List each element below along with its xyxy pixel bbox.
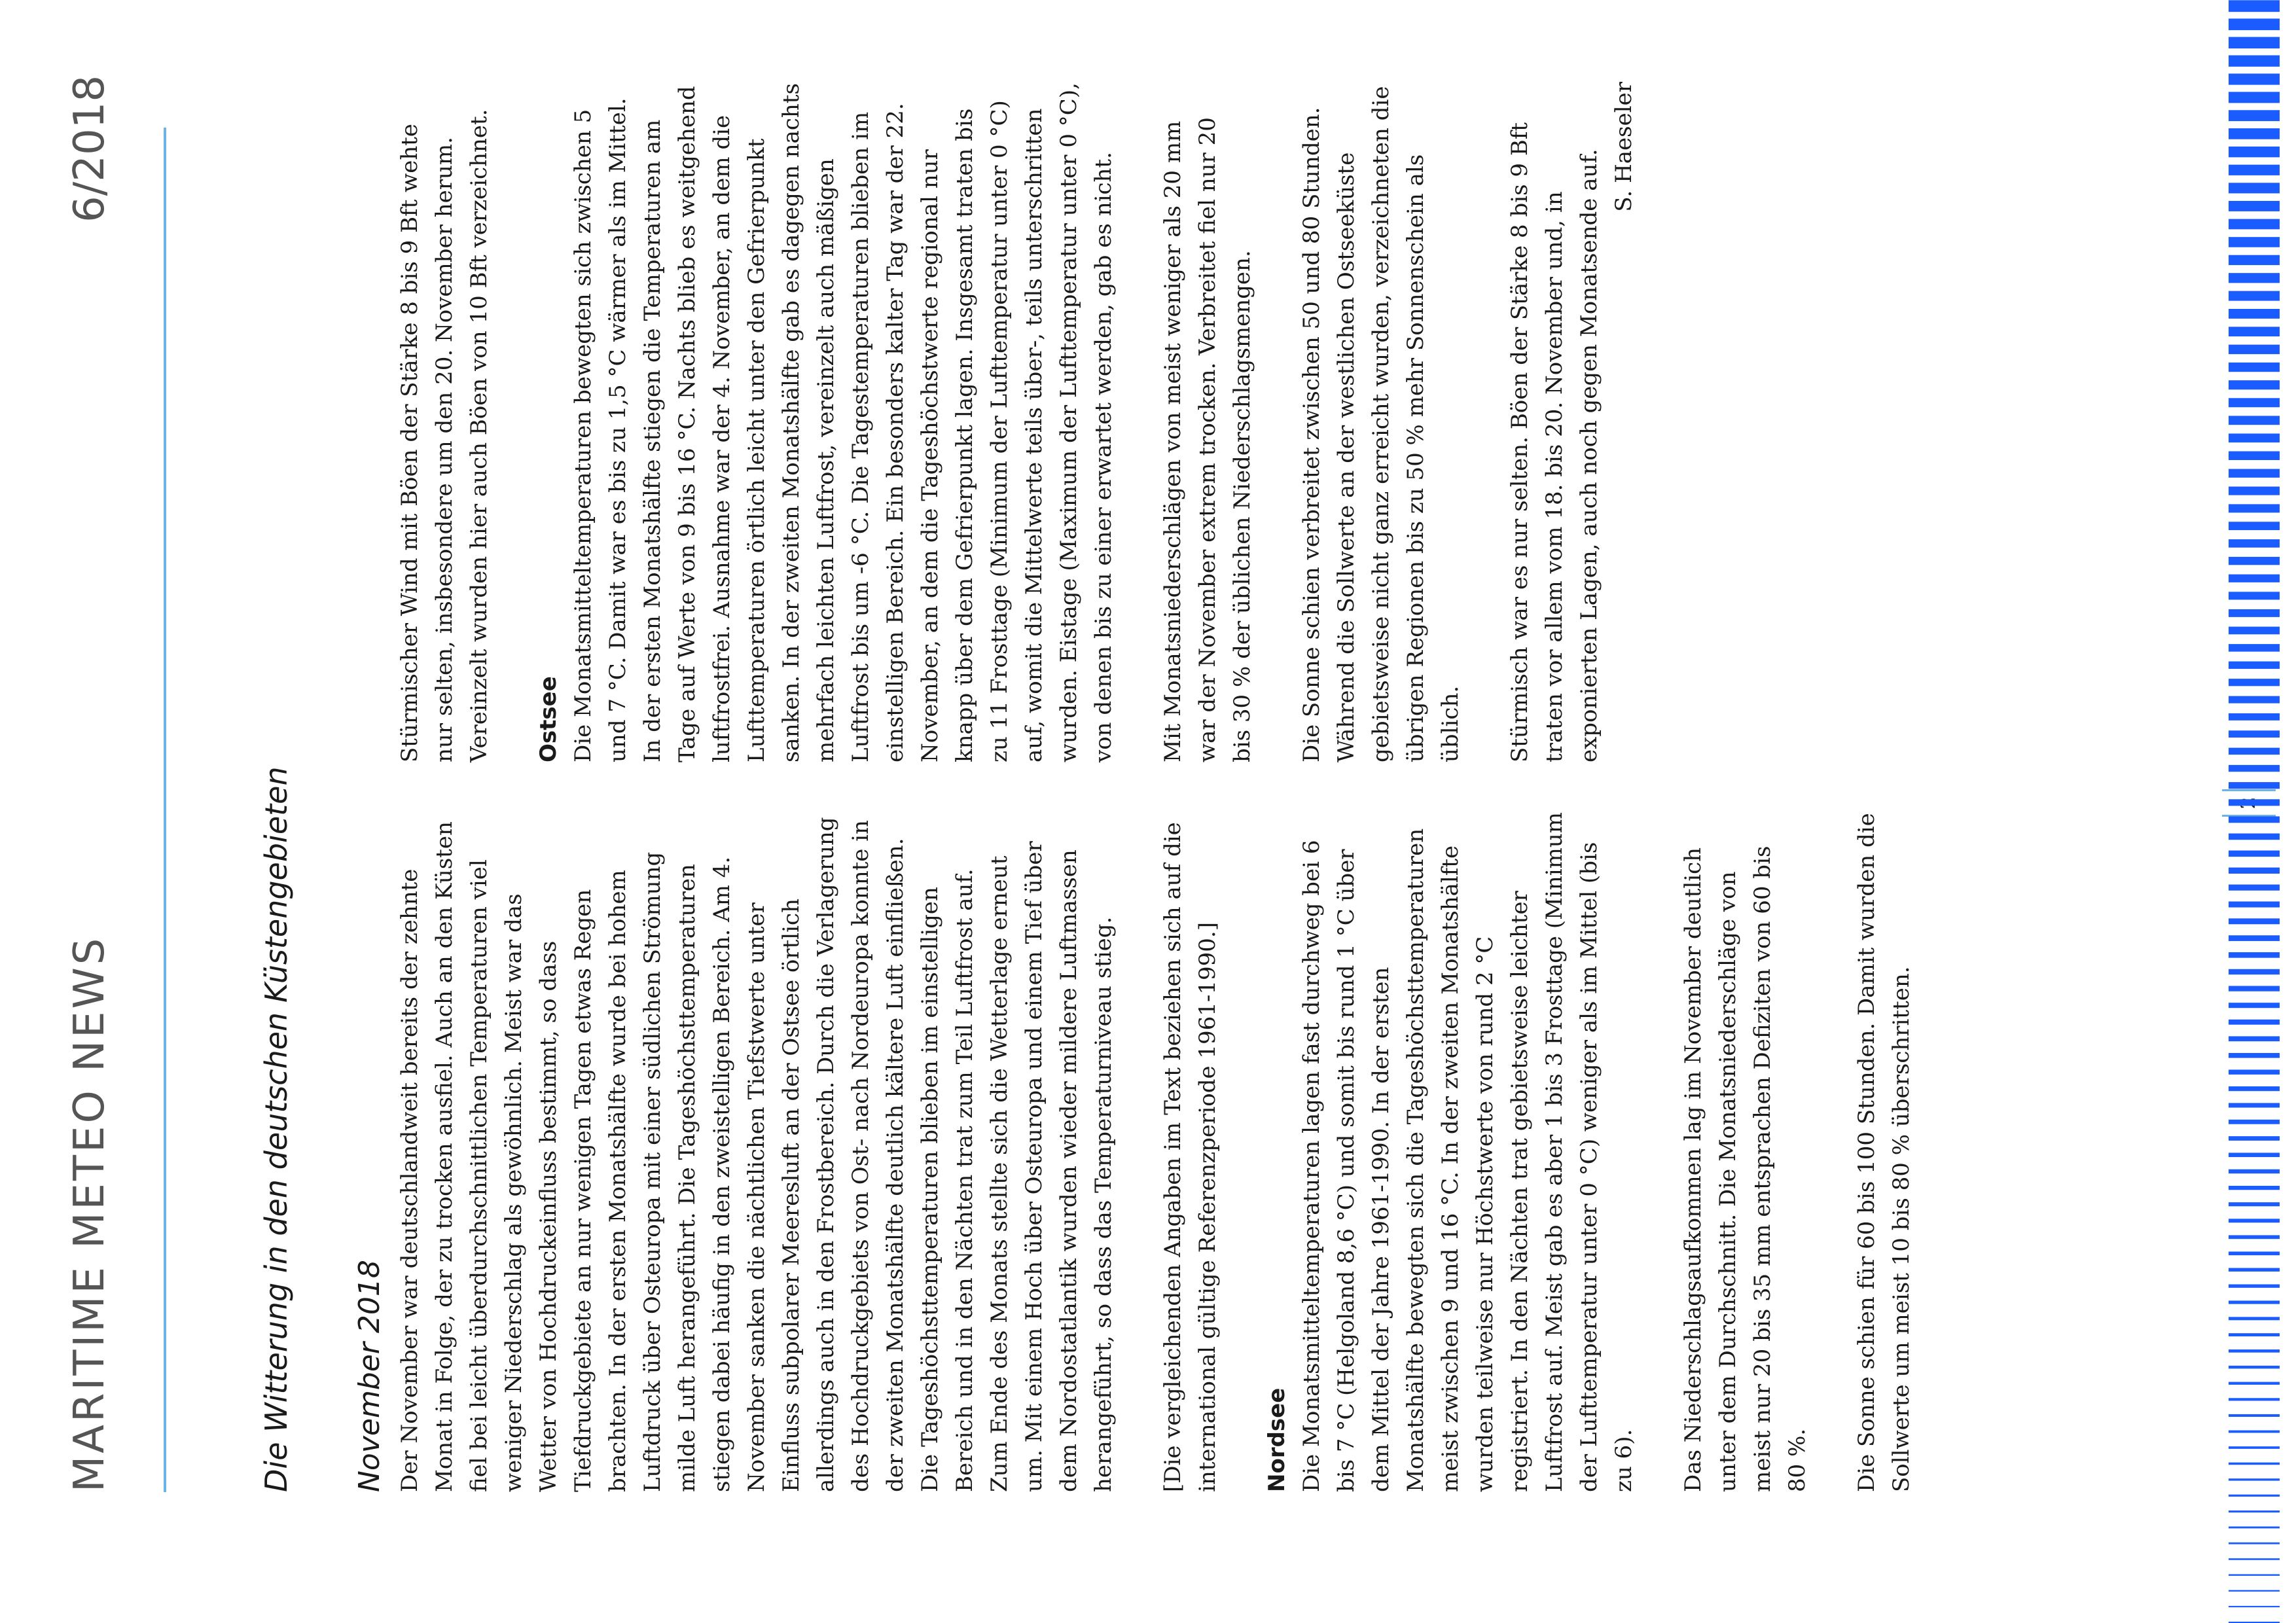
stripe — [2229, 557, 2280, 565]
stripe — [2229, 713, 2280, 721]
stripe — [2229, 380, 2280, 389]
stripe — [2229, 851, 2280, 857]
nordsee-precipitation-paragraph: Das Niederschlagsaufkommen lag im November deutlich unter dem Durchschnitt. Die Monatsniederschläge von meist nur 20 bis 35 mm entsprachen Defiziten von 60 bis 80 %. — [1680, 846, 1810, 1492]
stripe — [2229, 592, 2280, 599]
intro-paragraph: Der November war deutschlandweit bereits der zehnte Monat in Folge, der zu trocken ausfiel. Auch an den Küsten fiel bei leicht überdurchschnittlichen Temperaturen viel weniger Niederschlag als gewöhnlich. Meist war das Wetter von Hochdruckeinfluss bestimmt, so dass Tiefdruckgebiete an nur wenigen Tagen etwas Regen brachten. In der ersten Monatshälfte wurde bei hohem Luftdruck über Osteuropa mit einer südlichen Strömung milde Luft herangeführt. Die Tageshöchsttemperaturen stiegen dabei häufig in den zweistelligen Bereich. Am 4. November sanken die nächtlichen Tiefstwerte unter Einfluss subpolarer Meeresluft an der Ostsee örtlich allerdings auch in den Frostbereich. Durch die Verlagerung des Hochdruckgebiets von Ost- nach Nordeuropa konnte in der zweiten Monatshälfte deutlich kältere Luft einfließen. Die Tageshöchsttemperaturen blieben im einstelligen Bereich und in den Nächten trat zum Teil Luftfrost auf. Zum Ende des Monats stellte sich die Wetterlage erneut um. Mit einem Hoch über Osteuropa und einem Tief über dem Nordostatlantik wurden wieder mildere Luftmassen herangeführt, so dass das Temperaturniveau stieg. — [397, 817, 1117, 1492]
stripe — [2229, 1349, 2280, 1353]
stripe — [2229, 782, 2280, 789]
stripe — [2229, 1495, 2280, 1497]
stripe — [2229, 1526, 2280, 1528]
ostsee-sunshine-paragraph: Die Sonne schien verbreitet zwischen 50 und 80 Stunden. Während die Sollwerte an der westlichen Ostseeküste gebietsweise nicht ganz erreicht wurden, verzeichneten die übrigen Regionen bis zu 50 % mehr Sonnenschein als üblich. — [1299, 86, 1463, 762]
stripe — [2229, 165, 2280, 175]
stripe — [2229, 1036, 2280, 1041]
stripe — [2229, 748, 2280, 755]
stripe — [2229, 730, 2280, 738]
stripe — [2229, 1366, 2280, 1369]
nordsee-wind-paragraph: Stürmischer Wind mit Böen der Stärke 8 bis 9 Bft wehte nur selten, insbesondere um den 20. November herum. Vereinzelt wurden hier auch Böen von 10 Bft verzeichnet. — [397, 109, 492, 762]
stripe — [2229, 1103, 2280, 1107]
issue-number: 6/2018 — [65, 75, 114, 223]
stripe — [2229, 1543, 2280, 1544]
stripe — [2229, 1251, 2280, 1255]
stripe — [2229, 128, 2280, 139]
stripe — [2229, 1136, 2280, 1141]
stripe — [2229, 609, 2280, 617]
stripe — [2229, 986, 2280, 991]
stripe — [2229, 237, 2280, 247]
stripe — [2229, 799, 2280, 806]
stripe — [2229, 504, 2280, 512]
stripe — [2229, 1510, 2280, 1512]
stripe — [2229, 110, 2280, 121]
stripe — [2229, 834, 2280, 840]
stripe — [2229, 92, 2280, 103]
header-rule — [164, 128, 166, 1492]
article-title: Die Witterung in den deutschen Küstengebieten — [259, 766, 294, 1492]
stripe — [2229, 1558, 2280, 1560]
stripe — [2229, 434, 2280, 443]
stripe — [2229, 37, 2280, 48]
stripe — [2229, 868, 2280, 874]
stripe — [2229, 1300, 2280, 1304]
stripe — [2229, 55, 2280, 66]
stripe — [2229, 1069, 2280, 1074]
stripe — [2229, 398, 2280, 407]
text-column-right — [393, 82, 1641, 762]
stripe — [2229, 1202, 2280, 1206]
stripe — [2229, 522, 2280, 530]
stripe — [2229, 201, 2280, 211]
stripe — [2229, 1463, 2280, 1465]
stripe — [2229, 1478, 2280, 1480]
stripe — [2229, 816, 2280, 823]
stripe — [2229, 219, 2280, 230]
stripe — [2229, 935, 2280, 941]
author-signature: S. Haeseler — [1611, 82, 1637, 212]
stripe — [2229, 539, 2280, 548]
stripe — [2229, 1382, 2280, 1385]
ostsee-precipitation-paragraph: Mit Monatsniederschlägen von meist weniger als 20 mm war der November extrem trocken. Verbreitet fiel nur 20 bis 30 % der üblichen Niederschlagsmengen. — [1160, 117, 1255, 762]
stripe — [2229, 662, 2280, 669]
stripe — [2229, 1431, 2280, 1433]
stripe — [2229, 644, 2280, 652]
stripe — [2229, 416, 2280, 425]
stripe — [2229, 952, 2280, 958]
stripe — [2229, 1446, 2280, 1449]
ostsee-temperature-paragraph: Die Monatsmitteltemperaturen bewegten sich zwischen 5 und 7 °C. Damit war es bis zu 1,5 °C wärmer als im Mittel. In der ersten Monatshälfte stiegen die Temperaturen am Tage auf Werte von 9 bis 16 °C. Nachts blieb es weitgehend luftfrostfrei. Ausnahme war der 4. November, an dem die Lufttemperaturen örtlich leicht unter den Gefrierpunkt sanken. In der zweiten Monatshälfte gab es dagegen nachts mehrfach leichten Luftfrost, vereinzelt auch mäßigen Luftfrost bis um -6 °C. Die Tagestemperaturen blieben im einstelligen Bereich. Ein besonders kalter Tag war der 22. November, an dem die Tageshöchstwerte regional nur knapp über dem Gefrierpunkt lagen. Insgesamt traten bis zu 11 Frosttage (Minimum der Lufttemperatur unter 0 °C) auf, womit die Mittelwerte teils über-, teils unterschritten wurden. Eistage (Maximum der Lufttemperatur unter 0 °C), von denen bis zu einer erwartet werden, gab es nicht. — [570, 82, 1117, 762]
stripe — [2229, 345, 2280, 355]
stripe — [2229, 575, 2280, 582]
article-subtitle: November 2018 — [353, 1260, 386, 1492]
stripe — [2229, 1086, 2280, 1091]
nordsee-temperature-paragraph: Die Monatsmitteltemperaturen lagen fast durchweg bei 6 bis 7 °C (Helgoland 8,6 °C) und somit bis rund 1 °C über dem Mittel der Jahre 1961-1990. In der ersten Monatshälfte bewegten sich die Tageshöchsttemperaturen meist zwischen 9 und 16 °C. In der zweiten Monatshälfte wurden teilweise nur Höchstwerte von rund 2 °C registriert. In den Nächten trat gebietsweise leichter Luftfrost auf. Meist gab es aber 1 bis 3 Frosttage (Minimum der Lufttemperatur unter 0 °C) weniger als im Mittel (bis zu 6). — [1299, 812, 1637, 1492]
stripe — [2229, 469, 2280, 478]
stripe — [2229, 1053, 2280, 1058]
stripe — [2229, 18, 2280, 30]
stripe — [2229, 1398, 2280, 1400]
stripe — [2229, 1235, 2280, 1239]
stripe — [2229, 1003, 2280, 1008]
stripe — [2229, 1169, 2280, 1173]
nordsee-sunshine-paragraph: Die Sonne schien für 60 bis 100 Stunden. Damit wurden die Sollwerte um meist 10 bis 80 % überschritten. — [1854, 813, 1914, 1492]
stripe — [2229, 309, 2280, 319]
stripe — [2229, 273, 2280, 283]
stripe — [2229, 1120, 2280, 1124]
stripe — [2229, 0, 2280, 12]
stripe — [2229, 363, 2280, 372]
stripe — [2229, 147, 2280, 157]
stripe — [2229, 969, 2280, 974]
stripe — [2229, 1317, 2280, 1320]
stripe — [2229, 327, 2280, 336]
text-column-left — [347, 812, 1919, 1492]
stripe — [2229, 696, 2280, 704]
stripe — [2229, 1590, 2280, 1592]
stripe — [2229, 73, 2280, 84]
stripe — [2229, 627, 2280, 635]
section-heading-nordsee: Nordsee — [1264, 1387, 1290, 1492]
stripe — [2229, 486, 2280, 495]
stripe — [2229, 291, 2280, 301]
stripe — [2229, 1268, 2280, 1271]
masthead: MARITIME METEO NEWS — [65, 935, 114, 1492]
stripe — [2229, 1414, 2280, 1417]
stripe — [2229, 255, 2280, 265]
stripe — [2229, 1020, 2280, 1025]
stripe — [2229, 679, 2280, 686]
stripe — [2229, 452, 2280, 460]
stripe — [2229, 885, 2280, 891]
stripe — [2229, 1574, 2280, 1575]
stripe — [2229, 183, 2280, 193]
ostsee-wind-paragraph: Stürmisch war es nur selten. Böen der Stärke 8 bis 9 Bft traten vor allem vom 18. bis 20. November und, in exponierten Lagen, auch noch gegen Monatsende auf. — [1507, 122, 1602, 762]
stripe — [2229, 1333, 2280, 1336]
reference-note: [Die vergleichenden Angaben im Text beziehen sich auf die international gültige Referenzperiode 1961-1990.] — [1160, 822, 1221, 1492]
decorative-stripes — [2229, 0, 2280, 1623]
stripe — [2229, 1186, 2280, 1190]
stripe — [2229, 918, 2280, 924]
stripe — [2229, 901, 2280, 907]
section-heading-ostsee: Ostsee — [535, 676, 562, 762]
stripe — [2229, 1284, 2280, 1287]
stripe — [2229, 1152, 2280, 1157]
stripe — [2229, 1606, 2280, 1607]
stripe — [2229, 1219, 2280, 1222]
stripe — [2229, 765, 2280, 772]
